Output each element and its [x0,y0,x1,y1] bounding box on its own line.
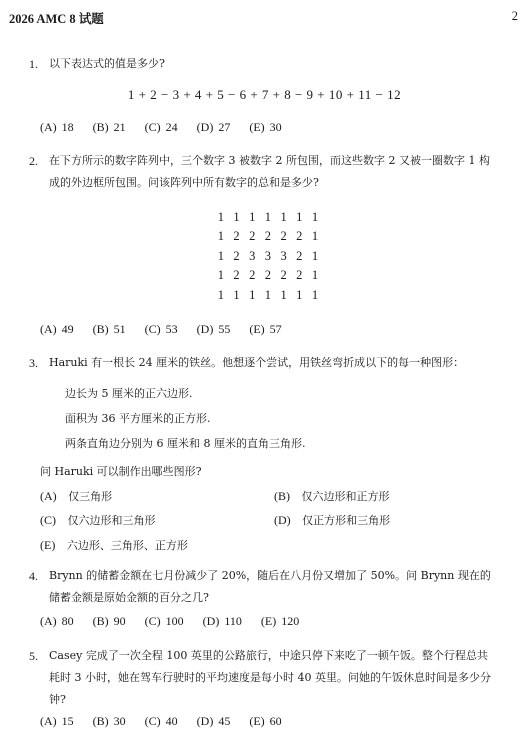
question-2-choices [29,318,504,340]
grid-cell: 3 [249,248,256,263]
grid-cell: 2 [264,229,272,244]
grid-row [213,268,323,287]
choice-text: 仅三角形 [68,490,113,503]
question-text-line-1: Brynn 的储蓄金额在七月份减少了 20%，随后在八月份又增加了 50%。问 Brynn 现在的 [49,569,491,582]
grid-cell: 2 [233,229,240,244]
question-number: 3. [29,356,38,370]
choice-label: (D) [274,513,291,527]
grid-cell: 1 [311,229,319,244]
grid-cell: 1 [217,268,224,283]
shape-item-1: 边长为 5 厘米的正六边形. [65,387,193,400]
choice-e[interactable] [40,537,188,553]
choice-a[interactable]: (A) 49 [40,322,74,336]
grid-cell: 1 [280,210,287,224]
choice-b[interactable]: (B) 90 [92,614,126,628]
choice-d[interactable] [274,512,390,528]
question-text-line-2: 成的外边框所包围。问该阵列中所有数字的总和是多少? [49,176,319,189]
choice-e[interactable]: (E) 30 [249,120,282,134]
grid-cell: 1 [311,287,319,302]
question-1-choices [29,116,504,138]
grid-row [213,210,323,229]
choice-d[interactable]: (D) 55 [196,322,231,336]
grid-cell: 1 [217,248,224,263]
choice-label: (A) [40,489,57,503]
choice-b[interactable]: (B) 30 [92,714,126,728]
shape-item-3: 两条直角边分别为 6 厘米和 8 厘米的直角三角形. [65,437,306,450]
question-number: 2. [29,154,38,168]
choice-b[interactable] [274,488,390,504]
grid-cell: 1 [233,210,240,224]
question-text-line-1: 在下方所示的数字阵列中，三个数字 3 被数字 2 所包围，而这些数字 2 又被一圈数字 1 构 [49,154,490,167]
shape-item-2: 面积为 36 平方厘米的正方形. [65,412,211,425]
question-number: 1. [29,57,38,71]
choice-d[interactable]: (D) 27 [196,120,231,134]
expression: 1 + 2 − 3 + 4 + 5 − 6 + 7 + 8 − 9 + 10 + 11 − 12 [127,87,402,102]
question-3 [29,352,504,374]
grid-cell: 2 [249,268,256,283]
choice-c[interactable] [40,512,156,528]
question-text-line-2: 储蓄金额是原始金额的百分之几? [49,591,209,604]
grid-cell: 1 [217,287,224,302]
number-grid [213,210,323,307]
grid-cell: 1 [280,287,287,302]
choice-e[interactable]: (E) 57 [249,322,282,336]
question-number: 4. [29,569,38,583]
choice-b[interactable]: (B) 21 [92,120,126,134]
choice-label: (C) [40,513,56,527]
choice-text: 仅正方形和三角形 [302,514,391,527]
choice-c[interactable]: (C) 24 [144,120,178,134]
grid-cell: 1 [311,210,319,224]
grid-cell: 1 [264,210,272,224]
choice-c[interactable]: (C) 100 [144,614,184,628]
grid-cell: 1 [249,287,256,302]
choice-text: 仅六边形和三角形 [67,514,156,527]
choice-e[interactable]: (E) 60 [249,714,282,728]
question-1 [29,53,504,75]
question-4-choices [29,610,504,632]
choice-label: (E) [40,538,56,552]
grid-cell: 1 [249,210,256,224]
header-title: 2026 AMC 8 试题 [9,12,104,26]
grid-cell: 1 [264,287,272,302]
grid-cell: 2 [296,229,303,244]
choice-a[interactable] [40,488,112,504]
question-2 [29,150,504,194]
grid-cell: 1 [217,210,224,224]
choice-text: 仅六边形和正方形 [301,490,390,503]
question-text-line-2: 耗时 3 小时，她在驾车行驶时的平均速度是每小时 40 英里。问她的午饭休息时间是多少分 [49,671,491,684]
page-number: 2 [511,9,518,23]
grid-cell: 1 [233,287,240,302]
choice-label: (B) [274,489,290,503]
grid-cell: 2 [249,229,256,244]
grid-row [213,229,323,248]
grid-cell: 3 [280,248,287,263]
grid-cell: 2 [296,248,303,263]
choice-d[interactable]: (D) 110 [202,614,242,628]
grid-row [213,249,323,268]
grid-cell: 1 [311,248,319,263]
choice-a[interactable]: (A) 80 [40,614,74,628]
question-text: 以下表达式的值是多少? [49,57,165,70]
grid-cell: 2 [264,268,272,283]
grid-cell: 3 [264,248,272,263]
choice-b[interactable]: (B) 51 [92,322,126,336]
grid-cell: 1 [311,268,319,283]
grid-cell: 2 [233,248,240,263]
question-4 [29,565,504,609]
grid-row [213,288,323,307]
grid-cell: 1 [296,210,303,224]
choice-c[interactable]: (C) 40 [144,714,178,728]
grid-cell: 2 [280,229,287,244]
question-text-line-3: 钟? [49,693,66,706]
choice-e[interactable]: (E) 120 [260,614,300,628]
grid-cell: 1 [296,287,303,302]
grid-cell: 2 [296,268,303,283]
question-number: 5. [29,649,38,663]
grid-cell: 2 [233,268,240,283]
question-5 [29,645,504,711]
choice-a[interactable]: (A) 15 [40,714,74,728]
grid-cell: 1 [217,229,224,244]
choice-text: 六边形、三角形、正方形 [66,539,188,552]
question-5-choices [29,710,504,732]
question-text-line-1: Casey 完成了一次全程 100 英里的公路旅行，中途只停下来吃了一顿午饭。整个行程总共 [49,649,488,662]
question-text: Haruki 有一根长 24 厘米的铁丝。他想逐个尝试，用铁丝弯折成以下的每一种图形： [49,356,465,369]
question-ask: 问 Haruki 可以制作出哪些图形? [40,465,202,478]
choice-d[interactable]: (D) 45 [196,714,231,728]
choice-c[interactable]: (C) 53 [144,322,178,336]
choice-a[interactable]: (A) 18 [40,120,74,134]
grid-cell: 2 [280,268,287,283]
